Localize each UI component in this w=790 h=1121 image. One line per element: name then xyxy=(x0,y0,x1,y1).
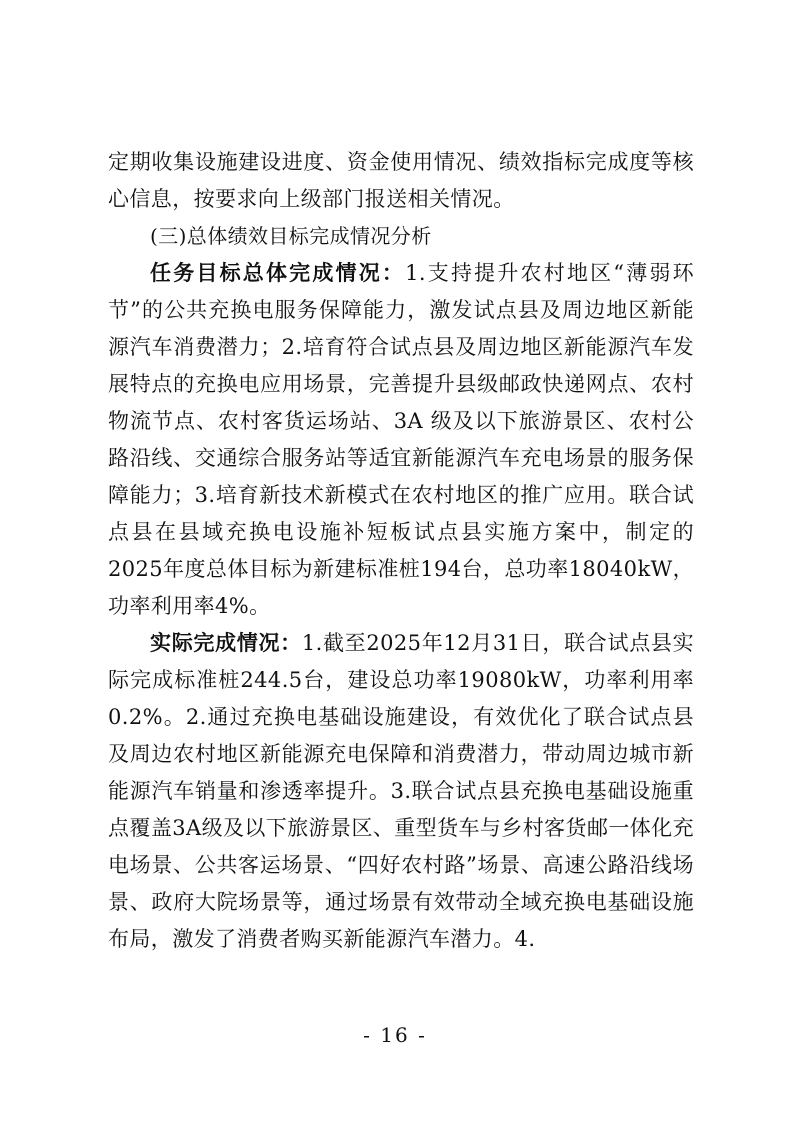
section-heading: (三)总体绩效目标完成情况分析 xyxy=(150,224,432,248)
body-text xyxy=(108,144,694,958)
actual-completion-label: 实际完成情况： xyxy=(150,631,302,655)
task-target-paragraph xyxy=(108,255,694,625)
page-number: - 16 - xyxy=(363,1023,427,1047)
actual-completion-paragraph xyxy=(108,625,694,958)
task-target-label: 任务目标总体完成情况： xyxy=(150,261,406,285)
continuation-paragraph: 定期收集设施建设进度、资金使用情况、绩效指标完成度等核心信息，按要求向上级部门报送相关情况。 xyxy=(108,150,694,211)
actual-completion-text: 1.截至2025年12月31日，联合试点县实际完成标准桩244.5台，建设总功率19080kW，功率利用率0.2%。2.通过充换电基础设施建设，有效优化了联合试点县及周边农村地区新能源充电保障和消费潜力，带动周边城市新能源汽车销量和渗透率提升。3.联合试点县充换电基础设施重点覆盖3A级及以下旅游景区、重型货车与乡村客货邮一体化充电场景、公共客运场景、“四好农村路”场景、高速公路沿线场景、政府大院场景等，通过场景有效带动全域充换电基础设施布局，激发了消费者购买新能源汽车潜力。4. xyxy=(108,631,694,951)
task-target-text: 1.支持提升农村地区“薄弱环节”的公共充换电服务保障能力，激发试点县及周边地区新能源汽车消费潜力；2.培育符合试点县及周边地区新能源汽车发展特点的充换电应用场景，完善提升县级邮政快递网点、农村物流节点、农村客货运场站、3A 级及以下旅游景区、农村公路沿线、交通综合服务站等适宜新能源汽车充电场景的服务保障能力；3.培育新技术新模式在农村地区的推广应用。联合试点县在县域充换电设施补短板试点县实施方案中，制定的2025年度总体目标为新建标准桩194台，总功率18040kW，功率利用率4%。 xyxy=(108,261,695,618)
